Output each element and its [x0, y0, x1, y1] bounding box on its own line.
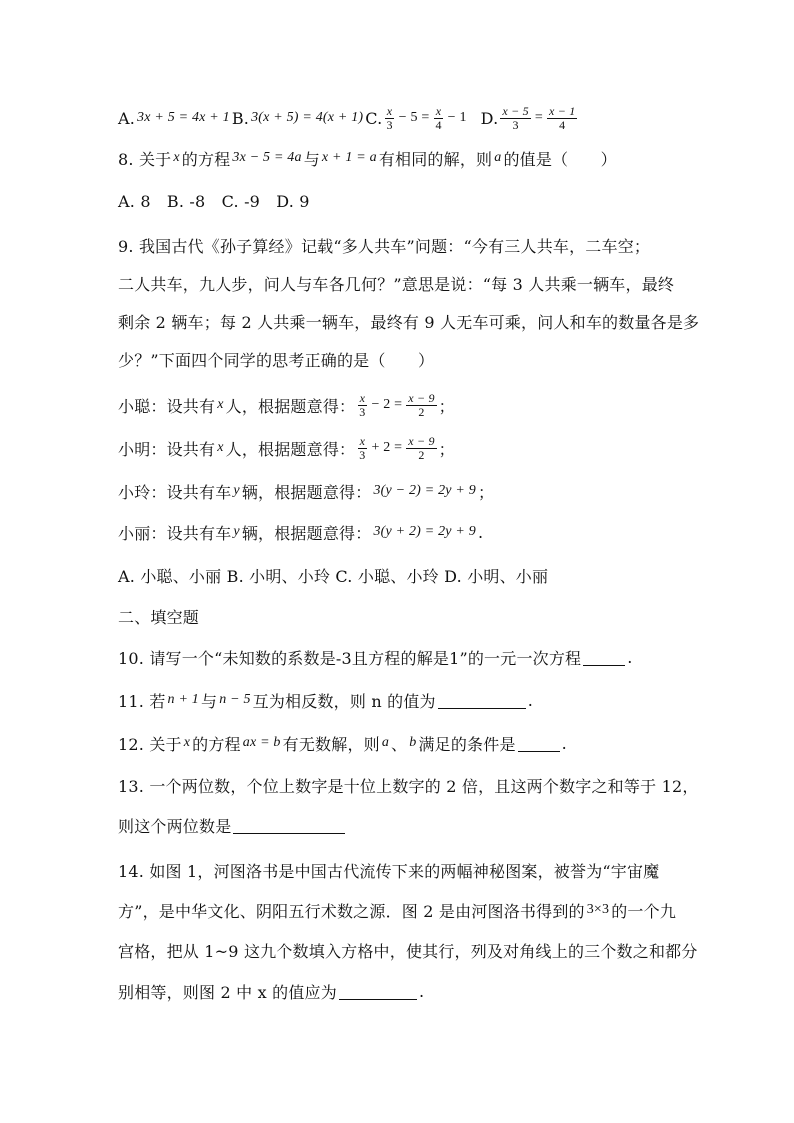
q9-ming-fraction-2: $\frac{x - 9}{2}$: [408, 433, 435, 462]
option-c-label: C.: [365, 108, 383, 128]
q12-question: 12. 关于 x 的方程 ax = b 有无数解，则 a 、 b 满足的条件是 .: [118, 733, 567, 754]
option-d-label: D.: [480, 108, 499, 128]
q9-ming-fraction-1: $\frac{x}{3}$: [359, 433, 366, 462]
q11-question: 11. 若 n + 1 与 n − 5 互为相反数，则 n 的值为 .: [118, 690, 534, 711]
q8-text-3: 与: [303, 149, 320, 169]
q10-answer-blank[interactable]: [583, 649, 625, 666]
q13-line-1: 13. 一个两位数，个位上数字是十位上数字的 2 倍，且这两个数字之和等于 12，: [118, 776, 699, 796]
q13-answer-blank[interactable]: [233, 817, 345, 834]
q8-options: A. 8 B. -8 C. -9 D. 9: [118, 191, 310, 211]
option-b-label: B.: [231, 108, 250, 128]
q10-question: 10. 请写一个“未知数的系数是-3且方程的解是1”的一元一次方程 .: [118, 647, 633, 668]
q8-equation-2: x + 1 = a: [321, 150, 377, 165]
q8-text-1: 8. 关于: [118, 149, 172, 169]
q14-answer-blank[interactable]: [339, 983, 417, 1000]
q9-line-3: 剩余 2 辆车；每 2 人共乘一辆车，最终有 9 人无车可乘，问人和车的数量各是多: [118, 312, 700, 332]
q14-line-3: 宫格，把从 1~9 这九个数填入方格中，使其行，列及对角线上的三个数之和都分: [118, 941, 698, 961]
q9-xiaoming: 小明：设共有 x 人，根据题意得： $\frac{x}{3}$ + 2 = $\frac{x - 9}{2}$ ；: [118, 433, 455, 462]
q7-options: [118, 103, 718, 133]
option-c-fraction-2: $\frac{x}{4}$: [435, 103, 442, 132]
section-2-title: 二、填空题: [118, 607, 200, 627]
q8-var-a: a: [494, 150, 502, 165]
q14-line-2: 方”，是中华文化、阴阳五行术数之源．图 2 是由河图洛书得到的 3×3 的一个九: [118, 901, 677, 921]
q9-cong-fraction-1: $\frac{x}{3}$: [359, 390, 366, 419]
option-a-equation: 3x + 5 = 4x + 1: [137, 110, 230, 125]
q9-xiaocong: 小聪：设共有 x 人，根据题意得： $\frac{x}{3}$ − 2 = $\frac{x - 9}{2}$ ；: [118, 390, 455, 419]
q8-text-4: 有相同的解，则: [378, 149, 493, 169]
q12-answer-blank[interactable]: [518, 735, 560, 752]
option-a-label: A.: [118, 108, 136, 128]
option-c-middle: − 5 =: [398, 110, 430, 125]
option-d-equals: =: [534, 110, 543, 125]
option-d-fraction-2: $\frac{x - 1}{4}$: [548, 103, 576, 132]
option-c-fraction-1: $\frac{x}{3}$: [386, 103, 393, 132]
q8-text-2: 的方程: [181, 149, 231, 169]
q8-equation-1: 3x − 5 = 4a: [232, 150, 302, 165]
q11-answer-blank[interactable]: [438, 692, 526, 709]
q9-cong-fraction-2: $\frac{x - 9}{2}$: [408, 390, 435, 419]
q9-line-4: 少？”下面四个同学的思考正确的是（ ）: [118, 350, 435, 370]
q13-line-2: 则这个两位数是: [118, 810, 718, 840]
option-c-end: − 1: [447, 110, 467, 125]
q14-line-4: 别相等，则图 2 中 x 的值应为 .: [118, 981, 425, 1002]
q14-line-1: 14. 如图 1，河图洛书是中国古代流传下来的两幅神秘图案，被誉为“宇宙魔: [118, 861, 660, 881]
q8-var-x: x: [173, 150, 180, 165]
q9-options: A. 小聪、小丽 B. 小明、小玲 C. 小聪、小玲 D. 小明、小丽: [118, 566, 549, 586]
q8-question: [118, 143, 718, 173]
q8-text-5: 的值是（ ）: [503, 149, 617, 169]
q9-xiaoling: 小玲：设共有车 y 辆，根据题意得： 3(y − 2) = 2y + 9 ；: [118, 482, 495, 502]
option-b-equation: 3(x + 5) = 4(x + 1): [251, 110, 364, 125]
q9-line-1: 9. 我国古代《孙子算经》记载“多人共车”问题：“今有三人共车，二车空；: [118, 236, 651, 256]
option-d-fraction-1: $\frac{x - 5}{3}$: [502, 103, 529, 132]
q9-line-2: 二人共车，九人步，问人与车各几何？”意思是说：“每 3 人共乘一辆车，最终: [118, 274, 675, 294]
q9-xiaoli: 小丽：设共有车 y 辆，根据题意得： 3(y + 2) = 2y + 9 .: [118, 522, 484, 543]
